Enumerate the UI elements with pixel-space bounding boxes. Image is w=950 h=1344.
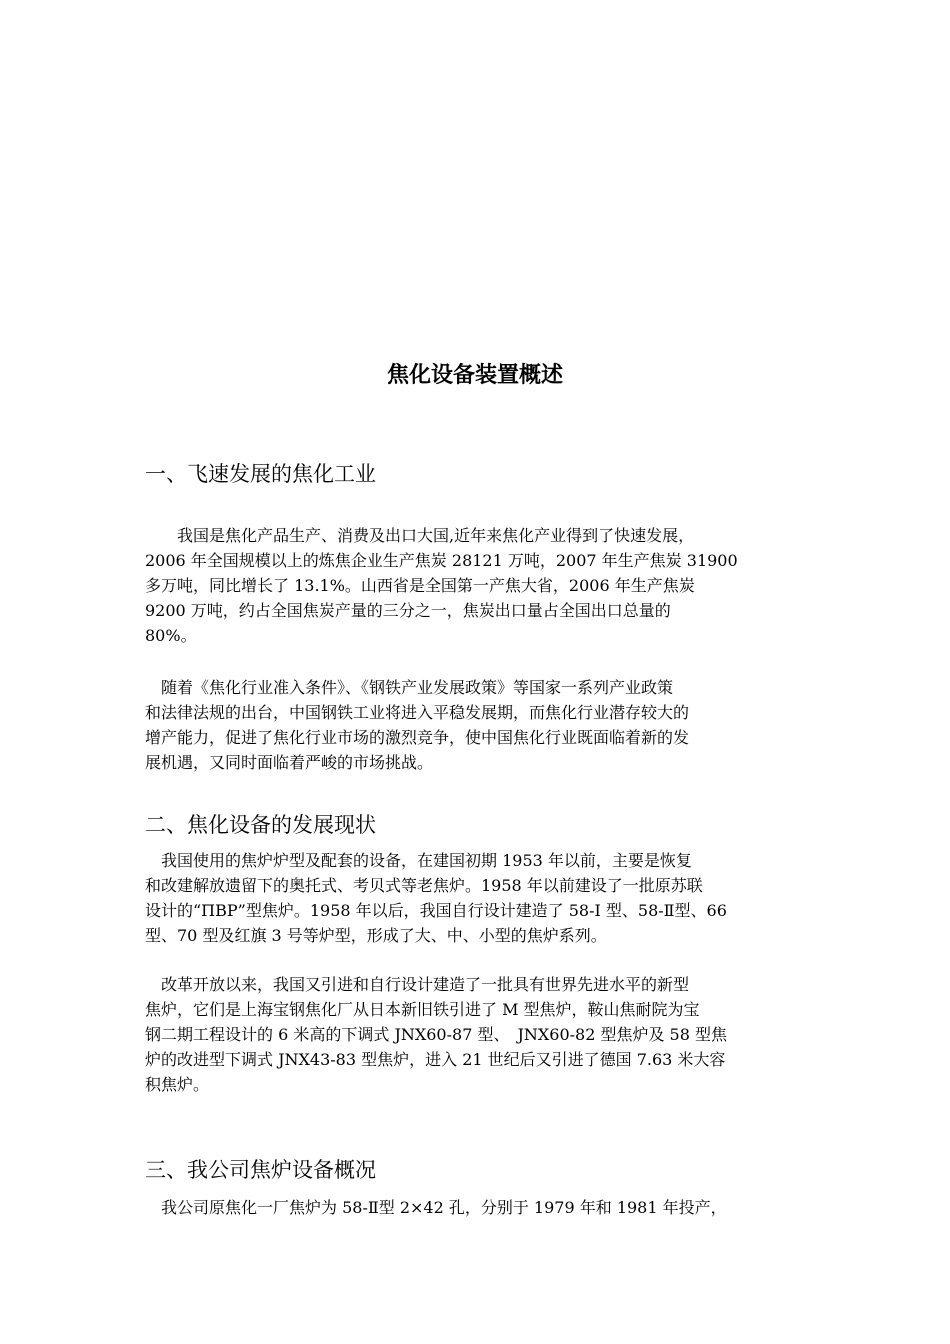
text-line: 多万吨，同比增长了 13.1%。山西省是全国第一产焦大省，2006 年生产焦炭 [145, 576, 695, 595]
section-heading-1: 一、飞速发展的焦化工业 [145, 462, 376, 486]
text-line: 炉的改进型下调式 JNX43-83 型焦炉，进入 21 世纪后又引进了德国 7.63 米大容 [145, 1050, 726, 1069]
text-line: 型、70 型及红旗 3 号等炉型，形成了大、中、小型的焦炉系列。 [145, 926, 607, 945]
text-line: 焦炉，它们是上海宝钢焦化厂从日本新旧铁引进了 M 型焦炉，鞍山焦耐院为宝 [145, 1000, 700, 1019]
text-line: 设计的“ΠΒΡ”型焦炉。1958 年以后，我国自行设计建造了 58-I 型、58-Ⅱ型、66 [145, 901, 727, 920]
section-2-paragraph-1 [145, 848, 807, 948]
text-line: 积焦炉。 [145, 1075, 210, 1094]
text-line: 钢二期工程设计的 6 米高的下调式 JNX60-87 型、 JNX60-82 型焦炉及 58 型焦 [145, 1025, 728, 1044]
section-3-paragraph-1 [145, 1195, 807, 1220]
section-1-paragraph-2 [145, 675, 807, 775]
text-line: 和法律法规的出台，中国钢铁工业将进入平稳发展期，而焦化行业潜存较大的 [145, 703, 690, 722]
text-line: 改革开放以来，我国又引进和自行设计建造了一批具有世界先进水平的新型 [145, 975, 690, 994]
text-line: 随着《焦化行业准入条件》、《钢铁产业发展政策》等国家一系列产业政策 [145, 678, 674, 697]
text-line: 9200 万吨，约占全国焦炭产量的三分之一，焦炭出口量占全国出口总量的 [145, 601, 671, 620]
text-line: 展机遇，又同时面临着严峻的市场挑战。 [145, 753, 434, 772]
text-line: 2006 年全国规模以上的炼焦企业生产焦炭 28121 万吨，2007 年生产焦炭 31900 [145, 551, 738, 570]
section-heading-2: 二、焦化设备的发展现状 [145, 813, 376, 837]
text-line: 我国使用的焦炉炉型及配套的设备，在建国初期 1953 年以前，主要是恢复 [145, 851, 692, 870]
text-line: 增产能力，促进了焦化行业市场的激烈竞争，使中国焦化行业既面临着新的发 [145, 728, 690, 747]
text-line: 我公司原焦化一厂焦炉为 58-Ⅱ型 2×42 孔，分别于 1979 年和 1981 年投产， [145, 1198, 727, 1217]
text-line: 我国是焦化产品生产、消费及出口大国,近年来焦化产业得到了快速发展， [145, 526, 695, 545]
text-line: 和改建解放遗留下的奥托式、考贝式等老焦炉。1958 年以前建设了一批原苏联 [145, 876, 703, 895]
document-title: 焦化设备装置概述 [386, 363, 563, 388]
text-line: 80%。 [145, 626, 197, 645]
section-heading-3: 三、我公司焦炉设备概况 [145, 1158, 376, 1182]
section-1-paragraph-1 [145, 523, 807, 648]
section-2-paragraph-2 [145, 972, 807, 1097]
